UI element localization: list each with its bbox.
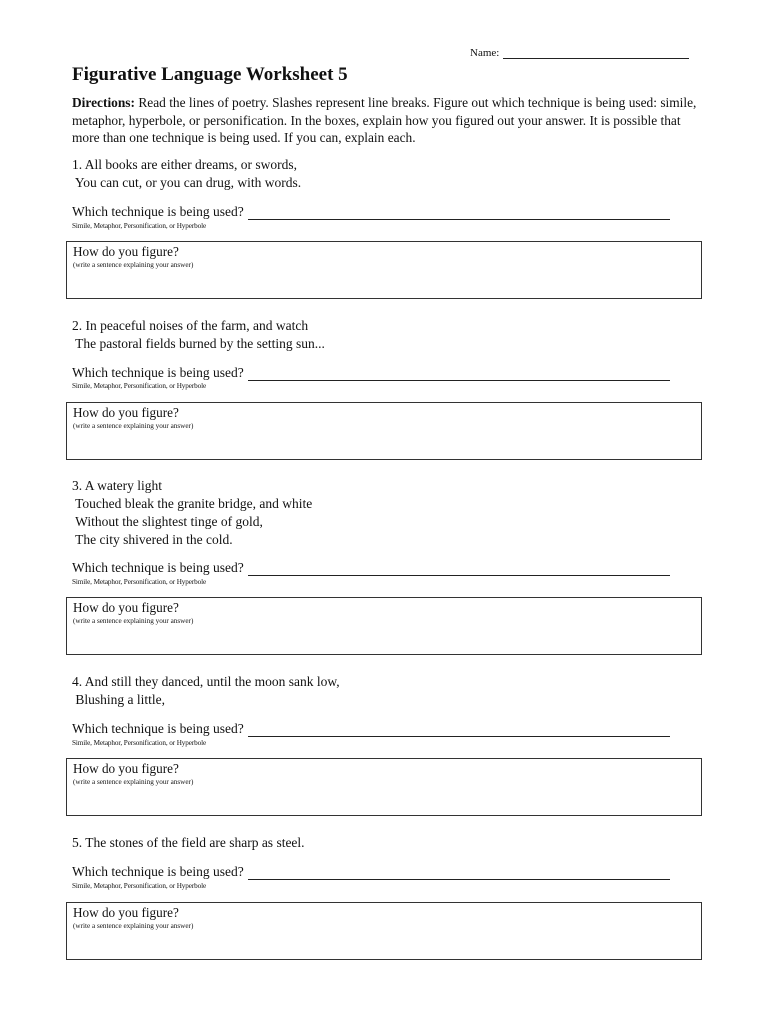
- technique-question: [72, 864, 670, 880]
- poem-lines: [72, 477, 712, 549]
- technique-prompt: Which technique is being used?: [72, 204, 244, 219]
- name-input-line[interactable]: [503, 46, 689, 59]
- box-title: How do you figure?: [73, 761, 179, 776]
- directions-label: Directions:: [72, 95, 135, 110]
- directions-text: Read the lines of poetry. Slashes represent line breaks. Figure out which technique is being used: simile, metaphor, hyperbole, or personification. In the boxes, explain how you figured out your answer. It is possible that more than one technique is being used. If you can, explain each.: [72, 95, 697, 145]
- directions: [72, 94, 702, 147]
- question-4: [72, 673, 712, 786]
- poem-line: Blushing a little,: [72, 692, 165, 707]
- poem-line: 3. A watery light: [72, 478, 162, 493]
- page-title: Figurative Language Worksheet 5: [72, 64, 348, 85]
- technique-hint: Simile, Metaphor, Personification, or Hyperbole: [72, 382, 207, 390]
- question-2: [72, 317, 712, 430]
- poem-line: 5. The stones of the field are sharp as steel.: [72, 835, 305, 850]
- explanation-box[interactable]: [66, 902, 702, 960]
- technique-hint: Simile, Metaphor, Personification, or Hyperbole: [72, 222, 207, 230]
- technique-prompt: Which technique is being used?: [72, 721, 244, 736]
- name-field: [470, 46, 689, 59]
- technique-answer-line[interactable]: [248, 866, 670, 880]
- poem-lines: [72, 673, 712, 709]
- explanation-box[interactable]: [66, 758, 702, 816]
- box-hint: (write a sentence explaining your answer): [73, 617, 194, 625]
- explanation-box[interactable]: [66, 597, 702, 655]
- poem-line: Touched bleak the granite bridge, and white: [72, 496, 313, 511]
- explanation-box[interactable]: [66, 241, 702, 299]
- box-hint: (write a sentence explaining your answer): [73, 778, 194, 786]
- technique-answer-line[interactable]: [248, 367, 670, 381]
- poem-line: 2. In peaceful noises of the farm, and watch: [72, 318, 309, 333]
- box-title: How do you figure?: [73, 905, 179, 920]
- poem-line: The city shivered in the cold.: [72, 532, 233, 547]
- question-5: [72, 834, 712, 930]
- technique-hint: Simile, Metaphor, Personification, or Hyperbole: [72, 578, 207, 586]
- poem-line: The pastoral fields burned by the setting sun...: [72, 336, 325, 351]
- poem-line: Without the slightest tinge of gold,: [72, 514, 263, 529]
- poem-lines: [72, 317, 712, 353]
- technique-hint: Simile, Metaphor, Personification, or Hyperbole: [72, 882, 207, 890]
- poem-lines: [72, 834, 712, 852]
- technique-answer-line[interactable]: [248, 723, 670, 737]
- box-title: How do you figure?: [73, 244, 179, 259]
- technique-answer-line[interactable]: [248, 562, 670, 576]
- technique-prompt: Which technique is being used?: [72, 560, 244, 575]
- box-hint: (write a sentence explaining your answer): [73, 261, 194, 269]
- technique-question: [72, 560, 670, 576]
- technique-hint: Simile, Metaphor, Personification, or Hyperbole: [72, 739, 207, 747]
- technique-prompt: Which technique is being used?: [72, 365, 244, 380]
- technique-question: [72, 365, 670, 381]
- technique-question: [72, 721, 670, 737]
- technique-answer-line[interactable]: [248, 206, 670, 220]
- poem-line: 1. All books are either dreams, or swords,: [72, 157, 297, 172]
- question-3: [72, 477, 712, 625]
- technique-question: [72, 204, 670, 220]
- box-hint: (write a sentence explaining your answer): [73, 422, 194, 430]
- box-title: How do you figure?: [73, 600, 179, 615]
- technique-prompt: Which technique is being used?: [72, 864, 244, 879]
- explanation-box[interactable]: [66, 402, 702, 460]
- poem-line: You can cut, or you can drug, with words.: [72, 175, 302, 190]
- question-1: [72, 156, 712, 269]
- poem-lines: [72, 156, 712, 192]
- poem-line: 4. And still they danced, until the moon sank low,: [72, 674, 340, 689]
- box-hint: (write a sentence explaining your answer): [73, 922, 194, 930]
- name-label: Name:: [470, 47, 500, 59]
- box-title: How do you figure?: [73, 405, 179, 420]
